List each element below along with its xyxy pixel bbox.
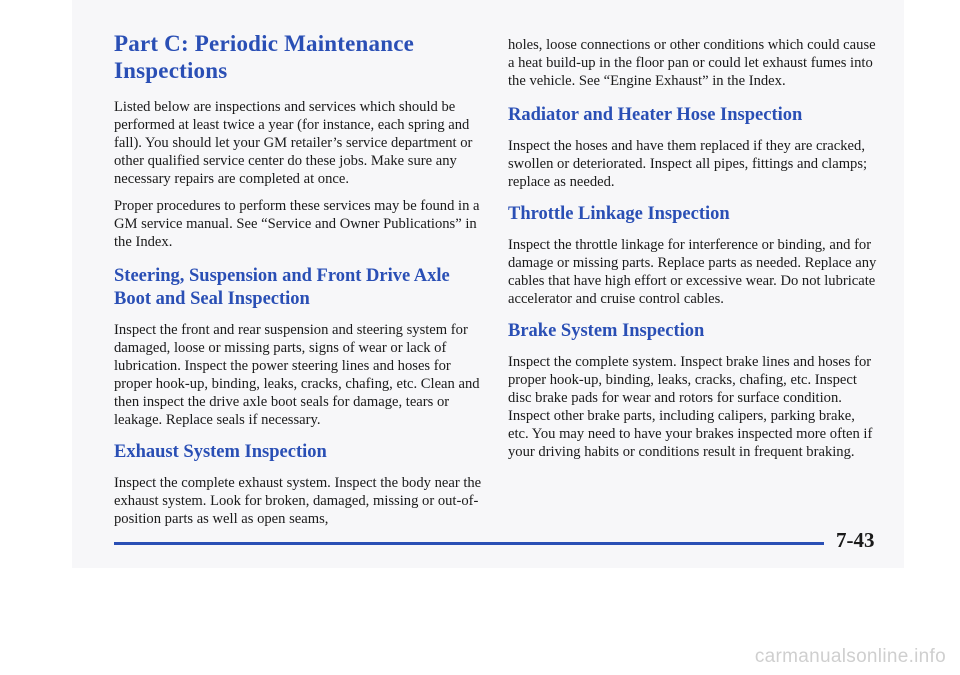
exhaust-body: Inspect the complete exhaust system. Inspect the body near the exhaust system. Look for broken, damaged, missing or out-of-position parts as well as open seams, — [114, 475, 482, 527]
left-column — [114, 30, 484, 540]
footer-rule — [114, 542, 824, 545]
exhaust-heading: Exhaust System Inspection — [114, 442, 327, 462]
steering-heading: Steering, Suspension and Front Drive Axle Boot and Seal Inspection — [114, 266, 450, 309]
brake-section — [508, 320, 878, 461]
throttle-heading: Throttle Linkage Inspection — [508, 204, 730, 224]
radiator-section — [508, 104, 878, 191]
intro-paragraph-1: Listed below are inspections and services which should be performed at least twice a year (for instance, each spring and fall). You should let your GM retailer’s service department or other qualified service center do these jobs. Make sure any necessary repairs are completed at once. — [114, 99, 473, 187]
watermark: carmanualsonline.info — [754, 646, 946, 667]
exhaust-section — [114, 441, 484, 528]
page-title: Part C: Periodic Maintenance Inspections — [114, 31, 415, 83]
page-number: 7-43 — [836, 528, 875, 552]
brake-body: Inspect the complete system. Inspect brake lines and hoses for proper hook-up, binding, leaks, cracks, chafing, etc. Inspect disc brake pads for wear and rotors for surface condition. Inspect other brake parts, including calipers, parking brake, etc. You may need to have your brakes inspected more often if your driving habits or conditions result in frequent braking. — [508, 354, 873, 460]
brake-heading: Brake System Inspection — [508, 321, 705, 341]
radiator-heading: Radiator and Heater Hose Inspection — [508, 105, 803, 125]
throttle-body: Inspect the throttle linkage for interference or binding, and for damage or missing parts. Replace parts as needed. Replace any cables that have high effort or excessive wear. Do not lubricate accelerator and cruise control cables. — [508, 237, 877, 307]
steering-section — [114, 265, 484, 429]
right-column — [508, 36, 878, 473]
intro-paragraph-2: Proper procedures to perform these services may be found in a GM service manual. See “Service and Owner Publications” in the Index. — [114, 198, 480, 250]
exhaust-continued: holes, loose connections or other conditions which could cause a heat build-up in the floor pan or could let exhaust fumes into the vehicle. See “Engine Exhaust” in the Index. — [508, 37, 876, 89]
radiator-body: Inspect the hoses and have them replaced if they are cracked, swollen or deteriorated. Inspect all pipes, fittings and clamps; replace as needed. — [508, 138, 868, 190]
throttle-section — [508, 203, 878, 308]
steering-body: Inspect the front and rear suspension and steering system for damaged, loose or missing parts, signs of wear or lack of lubrication. Inspect the power steering lines and hoses for proper hook-up, binding, leaks, cracks, chafing, etc. Clean and then inspect the drive axle boot seals for damage, tears or leakage. Replace seals if necessary. — [114, 322, 480, 428]
